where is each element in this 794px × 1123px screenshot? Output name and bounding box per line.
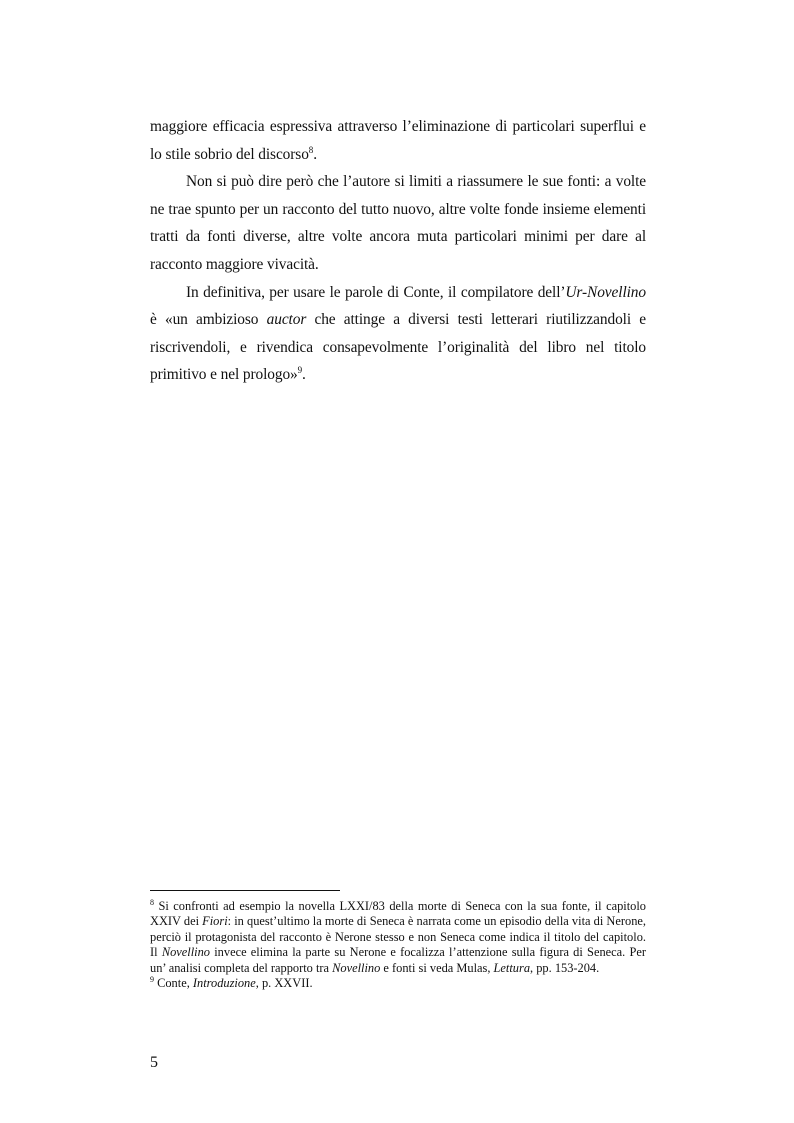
footnote-8 bbox=[150, 899, 646, 976]
italic-novellino: Novellino bbox=[161, 945, 210, 960]
footnote-9 bbox=[150, 976, 646, 991]
footnote-8-number: 8 bbox=[150, 897, 154, 907]
italic-novellino: Novellino bbox=[332, 960, 381, 975]
italic-title-ur-novellino: Ur-Novellino bbox=[565, 283, 646, 301]
footnote-8-text-d: e fonti si veda Mulas, bbox=[380, 960, 494, 975]
paragraph-3-end: . bbox=[302, 366, 306, 384]
footnotes bbox=[150, 899, 646, 991]
footnote-separator bbox=[150, 890, 340, 891]
page-number: 5 bbox=[150, 1054, 158, 1071]
paragraph-2-text: Non si può dire però che l’autore si limiti a riassumere le sue fonti: a volte ne trae spunto per un racconto del tutto nuovo, altre volte fonde insieme elementi tratti da fonti diverse, altre volte ancora muta particolari minimi per dare al racconto maggiore vivacità. bbox=[150, 173, 646, 273]
paragraph-3 bbox=[150, 279, 646, 389]
italic-fiori: Fiori bbox=[202, 914, 228, 929]
paragraph-3-text-c: che attinge a diversi testi letterari riutilizzandoli e riscrivendoli, e rivendica consapevolmente l’originalità del libro nel titolo primitivo e nel prologo» bbox=[150, 311, 646, 384]
footnote-8-text-b: : in quest’ultimo la morte di Seneca è narrata come un episodio della vita di Nerone, perciò il protagonista del racconto è Nerone stesso e non Seneca come indica il titolo del capitolo. Il bbox=[150, 914, 646, 960]
footnote-ref-9: 9 bbox=[297, 365, 303, 376]
paragraph-1 bbox=[150, 113, 646, 168]
paragraph-3-text-b: è «un ambizioso bbox=[150, 311, 267, 329]
italic-term-auctor: auctor bbox=[266, 311, 307, 329]
paragraph-1-end: . bbox=[313, 145, 317, 163]
paragraph-2 bbox=[150, 168, 646, 278]
footnote-8-text-e: , pp. 153-204. bbox=[530, 960, 600, 975]
footnote-9-text-b: , p. XXVII. bbox=[255, 976, 313, 991]
paragraph-1-text: maggiore efficacia espressiva attraverso l’eliminazione di particolari superflui e lo stile sobrio del discorso bbox=[150, 118, 646, 163]
italic-introduzione: Introduzione bbox=[192, 976, 256, 991]
footnote-8-text-c: invece elimina la parte su Nerone e focalizza l’attenzione sulla figura di Seneca. Per un’ analisi completa del rapporto tra bbox=[150, 945, 646, 975]
footnote-ref-8: 8 bbox=[308, 144, 314, 155]
footnote-9-number: 9 bbox=[150, 974, 154, 984]
main-text bbox=[150, 113, 646, 389]
paragraph-3-text-a: In definitiva, per usare le parole di Conte, il compilatore dell’ bbox=[186, 283, 566, 301]
footnote-9-text-a: Conte, bbox=[154, 976, 193, 991]
footnote-8-text-a: Si confronti ad esempio la novella LXXI/83 della morte di Seneca con la sua fonte, il capitolo XXIV dei bbox=[150, 899, 646, 929]
italic-lettura: Lettura bbox=[493, 960, 531, 975]
